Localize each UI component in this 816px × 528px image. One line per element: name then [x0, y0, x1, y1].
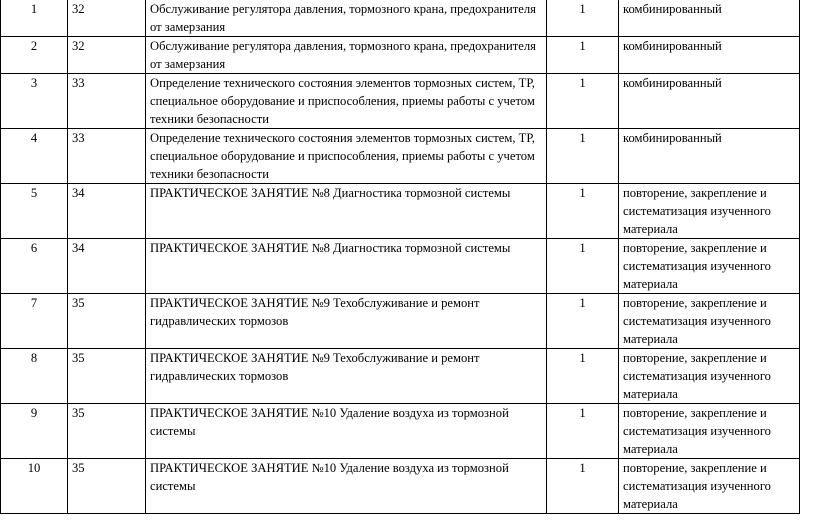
lesson-number: 32 [68, 37, 146, 74]
row-number: 8 [1, 349, 68, 404]
lesson-number: 35 [68, 459, 146, 514]
topic-cell: ПРАКТИЧЕСКОЕ ЗАНЯТИЕ №9 Техобслуживание и ремонт гидравлических тормозов [146, 294, 547, 349]
table-row [1, 129, 800, 184]
lesson-number: 33 [68, 129, 146, 184]
topic-cell: Определение технического состояния элементов тормозных систем, ТР, специальное оборудование и приспособления, приемы работы с учетом техники безопасности [146, 129, 547, 184]
topic-cell: Обслуживание регулятора давления, тормозного крана, предохранителя от замерзания [146, 37, 547, 74]
topic-cell: ПРАКТИЧЕСКОЕ ЗАНЯТИЕ №10 Удаление воздуха из тормозной системы [146, 404, 547, 459]
lesson-number: 35 [68, 349, 146, 404]
lesson-type-cell: повторение, закрепление и систематизация изученного материала [619, 239, 800, 294]
topic-cell: ПРАКТИЧЕСКОЕ ЗАНЯТИЕ №8 Диагностика тормозной системы [146, 239, 547, 294]
lesson-number: 34 [68, 184, 146, 239]
table-row [1, 74, 800, 129]
row-number: 10 [1, 459, 68, 514]
table-row [1, 294, 800, 349]
hours-cell: 1 [547, 294, 619, 349]
table-row [1, 239, 800, 294]
lesson-type-cell: комбинированный [619, 74, 800, 129]
topic-cell: ПРАКТИЧЕСКОЕ ЗАНЯТИЕ №8 Диагностика тормозной системы [146, 184, 547, 239]
row-number: 3 [1, 74, 68, 129]
row-number: 2 [1, 37, 68, 74]
hours-cell: 1 [547, 74, 619, 129]
lesson-type-cell: повторение, закрепление и систематизация изученного материала [619, 404, 800, 459]
table-row [1, 459, 800, 514]
table-row [1, 37, 800, 74]
table-row [1, 184, 800, 239]
topic-cell: Обслуживание регулятора давления, тормозного крана, предохранителя от замерзания [146, 0, 547, 37]
hours-cell: 1 [547, 239, 619, 294]
lesson-number: 35 [68, 404, 146, 459]
table-row [1, 349, 800, 404]
hours-cell: 1 [547, 349, 619, 404]
row-number: 9 [1, 404, 68, 459]
hours-cell: 1 [547, 184, 619, 239]
lesson-type-cell: комбинированный [619, 0, 800, 37]
row-number: 4 [1, 129, 68, 184]
lesson-number: 33 [68, 74, 146, 129]
lesson-type-cell: повторение, закрепление и систематизация изученного материала [619, 349, 800, 404]
hours-cell: 1 [547, 129, 619, 184]
lesson-type-cell: комбинированный [619, 129, 800, 184]
lesson-type-cell: повторение, закрепление и систематизация изученного материала [619, 184, 800, 239]
lesson-type-cell: повторение, закрепление и систематизация изученного материала [619, 294, 800, 349]
topic-cell: Определение технического состояния элементов тормозных систем, ТР, специальное оборудование и приспособления, приемы работы с учетом техники безопасности [146, 74, 547, 129]
lesson-type-cell: комбинированный [619, 37, 800, 74]
hours-cell: 1 [547, 37, 619, 74]
row-number: 1 [1, 0, 68, 37]
row-number: 6 [1, 239, 68, 294]
row-number: 5 [1, 184, 68, 239]
table-row [1, 0, 800, 37]
hours-cell: 1 [547, 459, 619, 514]
hours-cell: 1 [547, 0, 619, 37]
lesson-number: 32 [68, 0, 146, 37]
topic-cell: ПРАКТИЧЕСКОЕ ЗАНЯТИЕ №10 Удаление воздуха из тормозной системы [146, 459, 547, 514]
lesson-number: 35 [68, 294, 146, 349]
topic-cell: ПРАКТИЧЕСКОЕ ЗАНЯТИЕ №9 Техобслуживание и ремонт гидравлических тормозов [146, 349, 547, 404]
hours-cell: 1 [547, 404, 619, 459]
lesson-number: 34 [68, 239, 146, 294]
lesson-type-cell: повторение, закрепление и систематизация изученного материала [619, 459, 800, 514]
row-number: 7 [1, 294, 68, 349]
table-row [1, 404, 800, 459]
